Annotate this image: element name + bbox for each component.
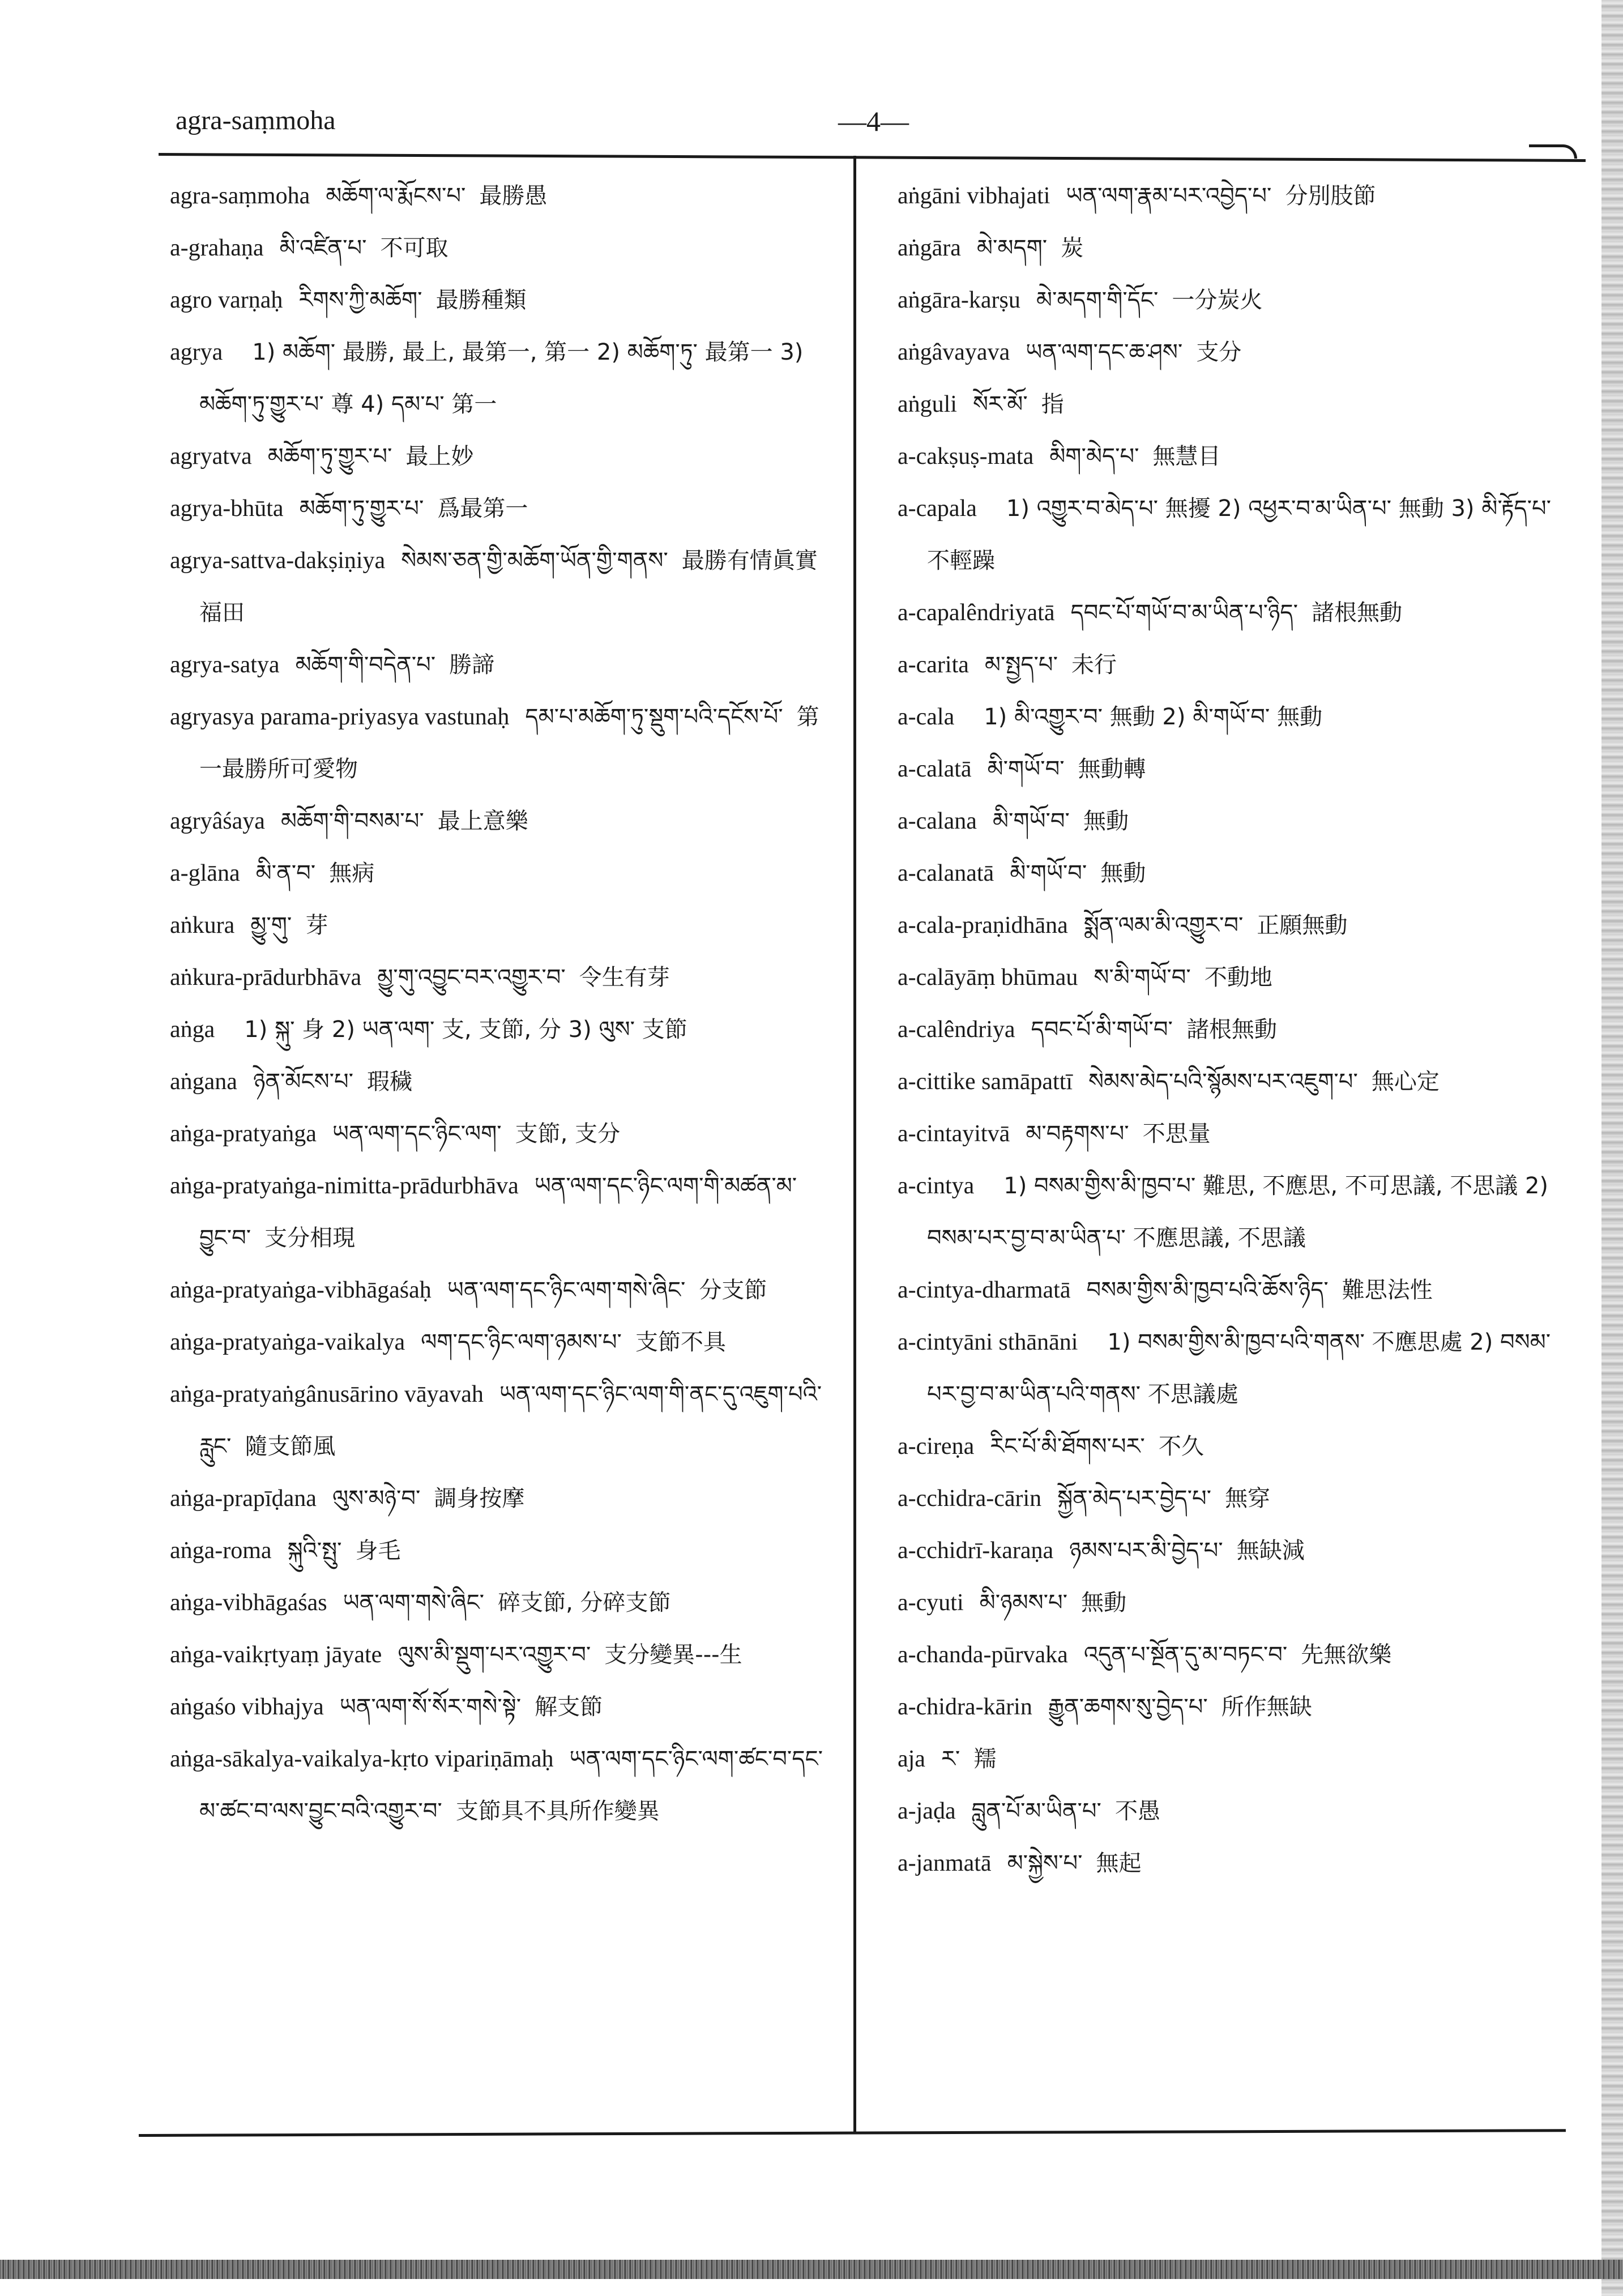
- dictionary-entry: [170, 1681, 827, 1733]
- scan-edge-artifact: [1601, 0, 1623, 2296]
- entry-term: a-grahaṇa: [170, 235, 264, 261]
- entry-tibetan: དམ་པ་མཆོག་ཏུ་སྡུག་པའི་དངོས་པོ་: [525, 704, 783, 730]
- entry-tibetan: ལག་དང་ཉིང་ལག་ཉམས་པ་: [421, 1329, 622, 1355]
- entry-tibetan: ཡན་ལག་སོ་སོར་གསེ་སྟེ་: [339, 1694, 522, 1720]
- entry-definition: 支節不具: [635, 1329, 726, 1355]
- scan-bottom-artifact: [0, 2260, 1623, 2279]
- column-divider: [853, 156, 856, 2132]
- entry-tibetan: མཆོག་ཏུ་གྱུར་པ་: [299, 496, 424, 522]
- entry-term: a-calêndriya: [898, 1017, 1015, 1043]
- dictionary-entry: [170, 1316, 827, 1368]
- entry-tibetan: སྨོན་ལམ་མི་འགྱུར་བ་: [1083, 912, 1244, 938]
- entry-tibetan: མཆོག་ཏུ་གྱུར་པ་: [267, 443, 392, 470]
- entry-tibetan: རིང་པོ་མི་ཐོགས་པར་: [990, 1433, 1145, 1459]
- dictionary-entry: [898, 483, 1560, 587]
- entry-tibetan: སོར་མོ་: [972, 391, 1028, 417]
- dictionary-entry: [898, 1785, 1560, 1837]
- entry-term: aṅga-pratyaṅgânusārino vāyavah: [170, 1381, 484, 1407]
- entry-term: agryasya parama-priyasya vastunaḥ: [170, 704, 510, 730]
- entry-term: aṅga-vaikṛtyaṃ jāyate: [170, 1642, 382, 1668]
- dictionary-entry: [170, 691, 827, 795]
- entry-term: a-capala: [898, 496, 977, 522]
- entry-tibetan: ལུས་མཉེ་བ་: [332, 1486, 421, 1512]
- entry-tibetan: ཡན་ལག་དང་ཉིང་ལག་གསེ་ཞིང་: [447, 1277, 686, 1303]
- entry-term: aṅga-pratyaṅga: [170, 1121, 317, 1147]
- entry-term: a-calatā: [898, 756, 972, 782]
- dictionary-entry: [170, 1368, 827, 1473]
- entry-definition: 支節, 支分: [515, 1121, 621, 1147]
- left-column: [170, 170, 827, 1837]
- entry-definition: 不動地: [1204, 965, 1272, 991]
- entry-tibetan: མི་གཡོ་བ་: [1010, 860, 1087, 886]
- entry-definition: 1) བསམ་གྱིས་མི་ཁྱབ་པ་ 難思, 不應思, 不可思議, 不思議 2) བསམ་པར་བྱ་བ་མ་ཡིན་པ་ 不應思議, 不思議: [927, 1173, 1549, 1251]
- entry-tibetan: ས་མི་གཡོ་བ་: [1094, 965, 1191, 991]
- entry-definition: 諸根無動: [1311, 600, 1402, 626]
- dictionary-entry: [170, 1108, 827, 1160]
- entry-definition: 難思法性: [1342, 1277, 1433, 1303]
- entry-term: a-cireṇa: [898, 1433, 975, 1459]
- entry-definition: 一分炭火: [1172, 287, 1263, 313]
- dictionary-entry: [898, 1420, 1560, 1473]
- entry-definition: 炭: [1061, 235, 1084, 261]
- entry-term: a-cintya: [898, 1173, 975, 1199]
- entry-term: a-capalêndriyatā: [898, 600, 1055, 626]
- entry-term: agrya-sattva-dakṣiṇiya: [170, 548, 386, 574]
- entry-term: aṅga-roma: [170, 1538, 272, 1564]
- entry-term: a-cittike samāpattī: [898, 1069, 1073, 1095]
- dictionary-entry: [898, 378, 1560, 430]
- dictionary-entry: [898, 222, 1560, 274]
- entry-tibetan: ཉེན་མོངས་པ་: [253, 1069, 354, 1095]
- dictionary-entry: [898, 587, 1560, 639]
- entry-tibetan: མིག་མེད་པ་: [1049, 443, 1139, 470]
- entry-term: a-chanda-pūrvaka: [898, 1642, 1068, 1668]
- dictionary-entry: [170, 1264, 827, 1316]
- entry-term: aṅga-pratyaṅga-vibhāgaśaḥ: [170, 1277, 432, 1303]
- entry-tibetan: རིགས་ཀྱི་མཆོག་: [298, 287, 422, 313]
- entry-definition: 羺: [973, 1746, 997, 1772]
- entry-tibetan: སེམས་མེད་པའི་སྙོམས་པར་འཇུག་པ་: [1088, 1069, 1358, 1095]
- dictionary-entry: [898, 1473, 1560, 1525]
- entry-tibetan: དབང་པོ་གཡོ་བ་མ་ཡིན་པ་ཉིད་: [1070, 600, 1298, 626]
- entry-term: agrya-bhūta: [170, 496, 284, 522]
- dictionary-entry: [170, 1004, 827, 1056]
- entry-tibetan: མ་སྤྱད་པ་: [984, 652, 1058, 678]
- entry-tibetan: མེ་མདག་: [976, 235, 1048, 261]
- entry-tibetan: ཡན་ལག་དང་ཆ་ཤས་: [1026, 339, 1183, 365]
- entry-definition: 無穿: [1225, 1486, 1271, 1512]
- entry-tibetan: ཉམས་པར་མི་བྱེད་པ་: [1069, 1538, 1223, 1564]
- entry-term: a-cintya-dharmatā: [898, 1277, 1071, 1303]
- entry-definition: 不久: [1158, 1433, 1204, 1459]
- dictionary-entry: [898, 899, 1560, 951]
- entry-term: agryâśaya: [170, 808, 265, 834]
- entry-term: a-cchidrī-karaṇa: [898, 1538, 1054, 1564]
- dictionary-entry: [170, 1473, 827, 1525]
- entry-definition: 無動: [1081, 1590, 1127, 1616]
- entry-tibetan: མི་འཛིན་པ་: [279, 235, 367, 261]
- top-rule-corner: [1529, 144, 1577, 159]
- entry-term: agrya: [170, 339, 223, 365]
- entry-definition: 最上妙: [405, 443, 474, 470]
- entry-tibetan: ཡན་ལག་དང་ཉིང་ལག་: [332, 1121, 502, 1147]
- dictionary-entry: [898, 951, 1560, 1004]
- entry-definition: 解支節: [535, 1694, 603, 1720]
- entry-term: aṅga-vibhāgaśas: [170, 1590, 327, 1616]
- entry-definition: 無心定: [1371, 1069, 1440, 1095]
- entry-term: a-calanatā: [898, 860, 994, 886]
- entry-tibetan: སྐྱོན་མེད་པར་བྱེད་པ་: [1057, 1486, 1212, 1512]
- entry-tibetan: སྐུའི་སྤུ་: [287, 1538, 342, 1564]
- entry-term: aṅgâvayava: [898, 339, 1010, 365]
- entry-definition: 分別肢節: [1285, 183, 1376, 209]
- dictionary-entry: [898, 639, 1560, 691]
- dictionary-entry: [170, 1577, 827, 1629]
- dictionary-entry: [170, 1733, 827, 1837]
- entry-definition: 未行: [1071, 652, 1117, 678]
- entry-term: agrya-satya: [170, 652, 280, 678]
- dictionary-entry: [170, 639, 827, 691]
- dictionary-entry: [170, 899, 827, 951]
- entry-definition: 調身按摩: [434, 1486, 525, 1512]
- dictionary-entry: [898, 691, 1560, 743]
- entry-tibetan: སེམས་ཅན་གྱི་མཆོག་ཡོན་གྱི་གནས་: [401, 548, 668, 574]
- dictionary-entry: [170, 795, 827, 847]
- dictionary-entry: [898, 274, 1560, 326]
- dictionary-entry: [898, 170, 1560, 222]
- entry-definition: 正願無動: [1257, 912, 1348, 938]
- dictionary-entry: [898, 1108, 1560, 1160]
- entry-definition: 不愚: [1114, 1798, 1160, 1824]
- entry-tibetan: ར་: [941, 1746, 960, 1772]
- entry-definition: 最勝愚: [479, 183, 548, 209]
- entry-definition: 無慧目: [1152, 443, 1221, 470]
- dictionary-entry: [170, 535, 827, 639]
- entry-definition: 無動: [1100, 860, 1146, 886]
- entry-definition: 支分相現: [264, 1225, 356, 1251]
- entry-tibetan: འདུན་པ་སྔོན་དུ་མ་བཏང་བ་: [1083, 1642, 1288, 1668]
- entry-term: aṅkura-prādurbhāva: [170, 965, 362, 991]
- entry-tibetan: ཡན་ལག་དང་ཉིང་ལག་ཚང་བ་དང་མ་ཚང་བ་ལས་བྱུང་བའི་འགྱུར་བ་: [199, 1746, 823, 1824]
- dictionary-entry: [170, 483, 827, 535]
- dictionary-entry: [170, 222, 827, 274]
- dictionary-entry: [170, 1056, 827, 1108]
- entry-term: aṅgana: [170, 1069, 237, 1095]
- entry-tibetan: ཡན་ལག་རྣམ་པར་འབྱེད་པ་: [1066, 183, 1272, 209]
- entry-definition: 無病: [329, 860, 375, 886]
- entry-tibetan: དབང་པོ་མི་གཡོ་བ་: [1031, 1017, 1173, 1043]
- dictionary-entry: [898, 1160, 1560, 1264]
- entry-term: aṅga-sākalya-vaikalya-kṛto vipariṇāmaḥ: [170, 1746, 554, 1772]
- entry-term: a-cakṣuṣ-mata: [898, 443, 1034, 470]
- entry-tibetan: མ་སྐྱེས་པ་: [1007, 1850, 1083, 1876]
- dictionary-entry: [170, 1160, 827, 1264]
- entry-term: aṅga: [170, 1017, 215, 1043]
- entry-definition: 無動: [1083, 808, 1129, 834]
- entry-tibetan: མཆོག་གི་བདེན་པ་: [295, 652, 436, 678]
- entry-definition: 芽: [305, 912, 328, 938]
- entry-tibetan: རྒྱུན་ཆགས་སུ་བྱེད་པ་: [1048, 1694, 1208, 1720]
- entry-term: aṅga-pratyaṅga-vaikalya: [170, 1329, 405, 1355]
- dictionary-entry: [898, 1264, 1560, 1316]
- entry-tibetan: མྱུ་གུ་: [250, 912, 292, 938]
- entry-tibetan: མི་ཉམས་པ་: [979, 1590, 1068, 1616]
- entry-tibetan: ཡན་ལག་དང་ཉིང་ལག་གི་ནང་དུ་འཇུག་པའི་རླུང་: [199, 1381, 822, 1459]
- page-number: —4—: [838, 105, 909, 137]
- dictionary-entry: [898, 1316, 1560, 1420]
- dictionary-entry: [170, 1525, 827, 1577]
- entry-term: a-calana: [898, 808, 977, 834]
- dictionary-entry: [898, 1681, 1560, 1733]
- entry-tibetan: བསམ་གྱིས་མི་ཁྱབ་པའི་ཆོས་ཉིད་: [1086, 1277, 1329, 1303]
- entry-definition: 無起: [1096, 1850, 1142, 1876]
- entry-term: aṅguli: [898, 391, 957, 417]
- entry-definition: 1) མཆོག་ 最勝, 最上, 最第一, 第一 2) མཆོག་ཏུ་ 最第一 3) མཆོག་ཏུ་གྱུར་པ་ 尊 4) དམ་པ་ 第一: [199, 339, 804, 417]
- entry-term: aṅgāra: [898, 235, 961, 261]
- dictionary-entry: [898, 1733, 1560, 1785]
- entry-term: a-chidra-kārin: [898, 1694, 1032, 1720]
- entry-term: a-cintyāni sthānāni: [898, 1329, 1078, 1355]
- entry-definition: 1) མི་འགྱུར་བ་ 無動 2) མི་གཡོ་བ་ 無動: [984, 704, 1322, 730]
- entry-tibetan: མི་གཡོ་བ་: [992, 808, 1070, 834]
- entry-term: a-calāyāṃ bhūmau: [898, 965, 1078, 991]
- entry-definition: 所作無缺: [1221, 1694, 1312, 1720]
- dictionary-entry: [898, 1004, 1560, 1056]
- entry-term: a-cintayitvā: [898, 1121, 1010, 1147]
- entry-definition: 支分變異---生: [604, 1642, 742, 1668]
- entry-tibetan: ཡན་ལག་གསེ་ཞིང་: [343, 1590, 485, 1616]
- entry-tibetan: མེ་མདག་གི་དོང་: [1036, 287, 1159, 313]
- dictionary-entry: [898, 430, 1560, 483]
- entry-tibetan: མཆོག་གི་བསམ་པ་: [280, 808, 424, 834]
- entry-term: a-janmatā: [898, 1850, 992, 1876]
- entry-definition: 勝諦: [449, 652, 495, 678]
- entry-definition: 爲最第一: [437, 496, 528, 522]
- entry-term: agra-saṃmoha: [170, 183, 310, 209]
- entry-term: a-glāna: [170, 860, 240, 886]
- entry-definition: 瑕穢: [367, 1069, 413, 1095]
- entry-definition: 先無欲樂: [1301, 1642, 1392, 1668]
- entry-term: a-cchidra-cārin: [898, 1486, 1042, 1512]
- entry-tibetan: བླུན་པོ་མ་ཡིན་པ་: [971, 1798, 1101, 1824]
- bottom-rule: [139, 2129, 1566, 2137]
- entry-definition: 支節具不具所作變異: [455, 1798, 660, 1824]
- dictionary-entry: [170, 951, 827, 1004]
- dictionary-entry: [170, 274, 827, 326]
- entry-tibetan: མ་བརྟགས་པ་: [1026, 1121, 1129, 1147]
- entry-definition: 令生有芽: [579, 965, 670, 991]
- top-rule: [159, 153, 1586, 162]
- entry-tibetan: མི་གཡོ་བ་: [987, 756, 1065, 782]
- entry-term: aṅga-prapīḍana: [170, 1486, 317, 1512]
- entry-term: aṅga-pratyaṅga-nimitta-prādurbhāva: [170, 1173, 519, 1199]
- dictionary-entry: [898, 847, 1560, 899]
- entry-definition: 1) སྐུ་ 身 2) ཡན་ལག་ 支, 支節, 分 3) ལུས་ 支節: [244, 1017, 687, 1043]
- entry-tibetan: མྱུ་གུ་འབྱུང་བར་འགྱུར་བ་: [377, 965, 566, 991]
- entry-term: aṅgāni vibhajati: [898, 183, 1050, 209]
- entry-term: agro varṇaḥ: [170, 287, 283, 313]
- entry-term: aṅgaśo vibhajya: [170, 1694, 324, 1720]
- entry-term: a-carita: [898, 652, 969, 678]
- entry-definition: 碎支節, 分碎支節: [498, 1590, 671, 1616]
- entry-term: agryatva: [170, 443, 252, 470]
- dictionary-entry: [170, 326, 827, 430]
- entry-definition: 支分: [1196, 339, 1242, 365]
- entry-term: a-cala: [898, 704, 955, 730]
- running-head: agra-saṃmoha: [176, 105, 336, 135]
- entry-definition: 最勝種類: [435, 287, 527, 313]
- entry-tibetan: མི་ན་བ་: [255, 860, 316, 886]
- entry-definition: 最勝有情眞實福田: [199, 548, 818, 626]
- entry-definition: 不思量: [1142, 1121, 1211, 1147]
- entry-definition: 最上意樂: [437, 808, 528, 834]
- entry-term: aja: [898, 1746, 925, 1772]
- entry-definition: 無動轉: [1078, 756, 1146, 782]
- entry-term: aṅgāra-karṣu: [898, 287, 1020, 313]
- entry-definition: 諸根無動: [1186, 1017, 1277, 1043]
- dictionary-entry: [898, 1056, 1560, 1108]
- entry-term: a-cala-praṇidhāna: [898, 912, 1068, 938]
- dictionary-entry: [898, 1577, 1560, 1629]
- entry-definition: 指: [1041, 391, 1064, 417]
- entry-tibetan: ལུས་མི་སྡུག་པར་འགྱུར་བ་: [398, 1642, 591, 1668]
- dictionary-entry: [898, 743, 1560, 795]
- dictionary-entry: [170, 170, 827, 222]
- dictionary-entry: [898, 1837, 1560, 1889]
- dictionary-entry: [898, 1629, 1560, 1681]
- dictionary-entry: [898, 326, 1560, 378]
- entry-definition: 1) བསམ་གྱིས་མི་ཁྱབ་པའི་གནས་ 不應思處 2) བསམ་པར་བྱ་བ་མ་ཡིན་པའི་གནས་ 不思議處: [927, 1329, 1551, 1407]
- entry-definition: 隨支節風: [245, 1433, 336, 1459]
- entry-term: aṅkura: [170, 912, 235, 938]
- entry-term: a-cyuti: [898, 1590, 964, 1616]
- entry-definition: 無缺減: [1236, 1538, 1305, 1564]
- entry-definition: 分支節: [699, 1277, 767, 1303]
- entry-definition: 身毛: [355, 1538, 401, 1564]
- dictionary-entry: [898, 795, 1560, 847]
- entry-definition: 不可取: [380, 235, 449, 261]
- right-column: [898, 170, 1560, 1889]
- dictionary-entry: [170, 430, 827, 483]
- dictionary-entry: [170, 1629, 827, 1681]
- dictionary-entry: [170, 847, 827, 899]
- entry-definition: 第一最勝所可愛物: [199, 704, 819, 782]
- entry-tibetan: ཡན་ལག་དང་ཉིང་ལག་གི་མཚན་མ་བྱུང་བ་: [199, 1173, 797, 1251]
- dictionary-entry: [898, 1525, 1560, 1577]
- entry-definition: 1) འགྱུར་བ་མེད་པ་ 無擾 2) འཕྱར་བ་མ་ཡིན་པ་ 無動 3) མི་རྟོད་པ་ 不輕躁: [927, 496, 1552, 574]
- entry-term: a-jaḍa: [898, 1798, 956, 1824]
- entry-tibetan: མཆོག་ལ་རྨོངས་པ་: [326, 183, 466, 209]
